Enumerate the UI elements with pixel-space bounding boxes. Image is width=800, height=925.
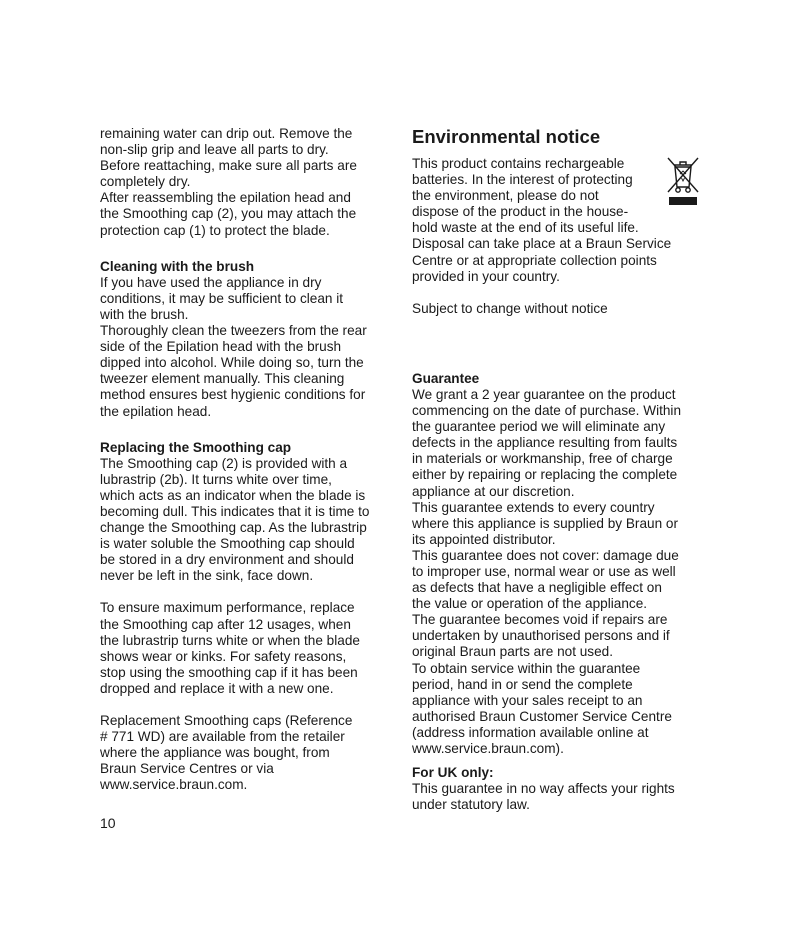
brush-paragraph: If you have used the appliance in dry conditions, it may be sufficient to clean it with the brush. Thoroughly clean the tweezers from the rear side of the Epilation head with the brush dipped into alcohol. While doing so, turn the tweezer element manually. This cleaning method ensures best hygienic conditions for the epilation head. bbox=[100, 274, 367, 419]
brush-heading: Cleaning with the brush bbox=[100, 258, 255, 274]
environmental-notice-title: Environmental notice bbox=[412, 126, 601, 147]
performance-paragraph: To ensure maximum performance, replace the Smoothing cap after 12 usages, when the lubrastrip turns white or when the blade shows wear or kinks. For safety reasons, stop using the smoothing cap if it has been dropped and replace it with a new one. bbox=[100, 600, 360, 696]
crossed-out-wheelie-bin-icon bbox=[666, 156, 700, 206]
environmental-paragraph: This product contains rechargeable batteries. In the interest of protecting the environment, please do not dispose of the product in the house- hold waste at the end of its useful life. Disposal can take place at a Braun Service Centre or at appropriate collection points provided in your country. bbox=[412, 156, 672, 284]
smoothing-cap-heading: Replacing the Smoothing cap bbox=[100, 439, 292, 455]
uk-only-paragraph: This guarantee in no way affects your rights under statutory law. bbox=[412, 781, 675, 813]
smoothing-cap-paragraph: The Smoothing cap (2) is provided with a lubrastrip (2b). It turns white over time, which acts as an indicator when the blade is becoming dull. This indicates that it is time to change the Smoothing cap. As the lubrastrip is water soluble the Smoothing cap should be stored in a dry environment and should never be left in the sink, face down. bbox=[100, 455, 370, 584]
guarantee-heading: Guarantee bbox=[412, 370, 480, 386]
uk-only-heading: For UK only: bbox=[412, 765, 494, 781]
guarantee-paragraph: We grant a 2 year guarantee on the product commencing on the date of purchase. Within the guarantee period we will eliminate any defects in the appliance resulting from faults in materials or workmanship, free of charge either by repairing or replacing the complete appliance at our discretion. This guarantee extends to every country where this appliance is supplied by Braun or its appointed distributor. This guarantee does not cover: damage due to improper use, normal wear or use as well as defects that have a negligible effect on the value or operation of the appliance. The guarantee becomes void if repairs are undertaken by unauthorised persons and if original Braun parts are not used. To obtain service within the guarantee period, hand in or send the complete appliance with your sales receipt to an authorised Braun Customer Service Centre (address information available online at www.service.braun.com). bbox=[412, 386, 682, 756]
drying-paragraph: remaining water can drip out. Remove the non-slip grip and leave all parts to dry. Before reattaching, make sure all parts are completely dry. After reassembling the epilation head and the Smoothing cap (2), you may attach the protection cap (1) to protect the blade. bbox=[100, 126, 357, 238]
page-number: 10 bbox=[100, 815, 116, 831]
change-notice: Subject to change without notice bbox=[412, 300, 608, 316]
environmental-notice-block bbox=[412, 156, 712, 285]
right-column bbox=[412, 126, 712, 813]
replacement-paragraph: Replacement Smoothing caps (Reference # 771 WD) are available from the retailer where the appliance was bought, from Braun Service Centres or via www.service.braun.com. bbox=[100, 713, 353, 793]
left-column bbox=[100, 126, 392, 793]
